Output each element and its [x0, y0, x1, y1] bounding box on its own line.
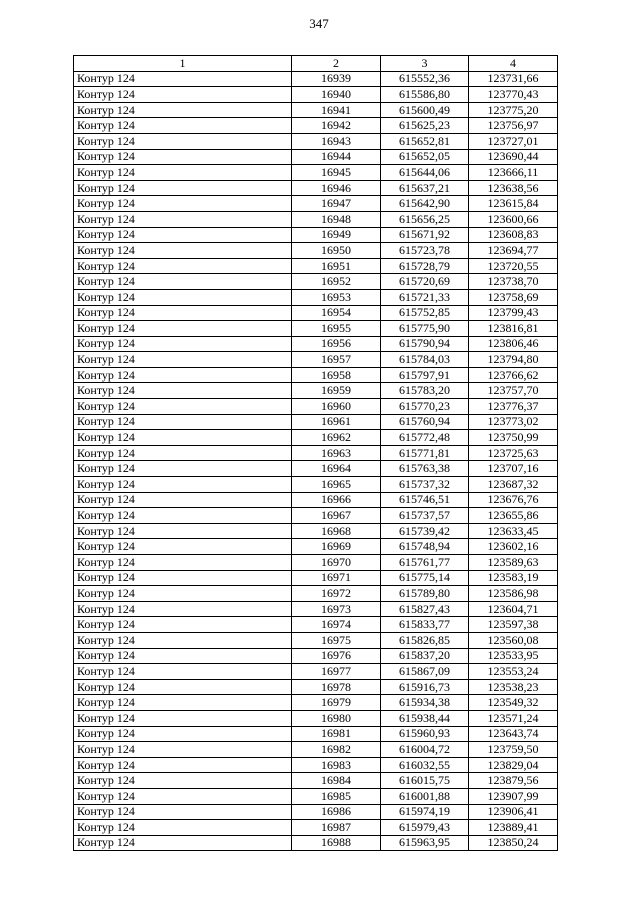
column-header-2: 2 [292, 56, 381, 72]
x-coordinate-cell: 615827,43 [381, 601, 469, 617]
y-coordinate-cell: 123773,02 [469, 414, 558, 430]
contour-name-cell: Контур 124 [74, 165, 292, 181]
table-row [74, 477, 558, 493]
table-row [74, 773, 558, 789]
contour-name-cell: Контур 124 [74, 742, 292, 758]
x-coordinate-cell: 615979,43 [381, 820, 469, 836]
y-coordinate-cell: 123806,46 [469, 336, 558, 352]
contour-name-cell: Контур 124 [74, 211, 292, 227]
y-coordinate-cell: 123776,37 [469, 399, 558, 415]
point-number-cell: 16948 [292, 211, 381, 227]
table-row [74, 383, 558, 399]
point-number-cell: 16967 [292, 508, 381, 524]
table-row [74, 367, 558, 383]
table-row [74, 414, 558, 430]
contour-name-cell: Контур 124 [74, 243, 292, 259]
x-coordinate-cell: 615737,32 [381, 477, 469, 493]
y-coordinate-cell: 123738,70 [469, 274, 558, 290]
x-coordinate-cell: 615934,38 [381, 695, 469, 711]
x-coordinate-cell: 615652,05 [381, 149, 469, 165]
table-row [74, 445, 558, 461]
x-coordinate-cell: 615789,80 [381, 586, 469, 602]
point-number-cell: 16949 [292, 227, 381, 243]
point-number-cell: 16956 [292, 336, 381, 352]
x-coordinate-cell: 615586,80 [381, 87, 469, 103]
y-coordinate-cell: 123879,56 [469, 773, 558, 789]
point-number-cell: 16980 [292, 710, 381, 726]
table-row [74, 321, 558, 337]
y-coordinate-cell: 123707,16 [469, 461, 558, 477]
point-number-cell: 16968 [292, 523, 381, 539]
contour-name-cell: Контур 124 [74, 430, 292, 446]
x-coordinate-cell: 615772,48 [381, 430, 469, 446]
page-number: 347 [309, 16, 329, 31]
contour-name-cell: Контур 124 [74, 664, 292, 680]
contour-name-cell: Контур 124 [74, 632, 292, 648]
point-number-cell: 16965 [292, 477, 381, 493]
x-coordinate-cell: 615770,23 [381, 399, 469, 415]
y-coordinate-cell: 123560,08 [469, 632, 558, 648]
contour-name-cell: Контур 124 [74, 726, 292, 742]
contour-name-cell: Контур 124 [74, 289, 292, 305]
point-number-cell: 16952 [292, 274, 381, 290]
y-coordinate-cell: 123889,41 [469, 820, 558, 836]
x-coordinate-cell: 615671,92 [381, 227, 469, 243]
table-row [74, 726, 558, 742]
table-row [74, 820, 558, 836]
table-row [74, 539, 558, 555]
point-number-cell: 16987 [292, 820, 381, 836]
y-coordinate-cell: 123794,80 [469, 352, 558, 368]
point-number-cell: 16977 [292, 664, 381, 680]
contour-name-cell: Контур 124 [74, 835, 292, 851]
point-number-cell: 16940 [292, 87, 381, 103]
y-coordinate-cell: 123756,97 [469, 118, 558, 134]
y-coordinate-cell: 123757,70 [469, 383, 558, 399]
contour-name-cell: Контур 124 [74, 508, 292, 524]
table-row [74, 352, 558, 368]
y-coordinate-cell: 123766,62 [469, 367, 558, 383]
y-coordinate-cell: 123907,99 [469, 788, 558, 804]
contour-name-cell: Контур 124 [74, 383, 292, 399]
contour-name-cell: Контур 124 [74, 352, 292, 368]
x-coordinate-cell: 615783,20 [381, 383, 469, 399]
x-coordinate-cell: 615746,51 [381, 492, 469, 508]
table-row [74, 289, 558, 305]
y-coordinate-cell: 123571,24 [469, 710, 558, 726]
y-coordinate-cell: 123816,81 [469, 321, 558, 337]
y-coordinate-cell: 123608,83 [469, 227, 558, 243]
x-coordinate-cell: 615723,78 [381, 243, 469, 259]
x-coordinate-cell: 615775,14 [381, 570, 469, 586]
point-number-cell: 16986 [292, 804, 381, 820]
y-coordinate-cell: 123583,19 [469, 570, 558, 586]
x-coordinate-cell: 615642,90 [381, 196, 469, 212]
point-number-cell: 16966 [292, 492, 381, 508]
contour-name-cell: Контур 124 [74, 820, 292, 836]
y-coordinate-cell: 123602,16 [469, 539, 558, 555]
y-coordinate-cell: 123770,43 [469, 87, 558, 103]
x-coordinate-cell: 615748,94 [381, 539, 469, 555]
y-coordinate-cell: 123731,66 [469, 71, 558, 87]
table-row [74, 835, 558, 851]
point-number-cell: 16982 [292, 742, 381, 758]
contour-name-cell: Контур 124 [74, 586, 292, 602]
contour-name-cell: Контур 124 [74, 227, 292, 243]
table-row [74, 757, 558, 773]
x-coordinate-cell: 615656,25 [381, 211, 469, 227]
contour-name-cell: Контур 124 [74, 399, 292, 415]
y-coordinate-cell: 123553,24 [469, 664, 558, 680]
table-row [74, 227, 558, 243]
point-number-cell: 16970 [292, 555, 381, 571]
table-row [74, 679, 558, 695]
x-coordinate-cell: 615644,06 [381, 165, 469, 181]
table-row [74, 196, 558, 212]
y-coordinate-cell: 123676,76 [469, 492, 558, 508]
table-row [74, 461, 558, 477]
y-coordinate-cell: 123604,71 [469, 601, 558, 617]
point-number-cell: 16957 [292, 352, 381, 368]
contour-name-cell: Контур 124 [74, 523, 292, 539]
contour-name-cell: Контур 124 [74, 477, 292, 493]
point-number-cell: 16960 [292, 399, 381, 415]
point-number-cell: 16944 [292, 149, 381, 165]
x-coordinate-cell: 616015,75 [381, 773, 469, 789]
x-coordinate-cell: 616004,72 [381, 742, 469, 758]
contour-name-cell: Контур 124 [74, 196, 292, 212]
contour-name-cell: Контур 124 [74, 258, 292, 274]
point-number-cell: 16978 [292, 679, 381, 695]
table-row [74, 601, 558, 617]
x-coordinate-cell: 615797,91 [381, 367, 469, 383]
x-coordinate-cell: 615963,95 [381, 835, 469, 851]
x-coordinate-cell: 616001,88 [381, 788, 469, 804]
table-row [74, 555, 558, 571]
point-number-cell: 16988 [292, 835, 381, 851]
x-coordinate-cell: 615728,79 [381, 258, 469, 274]
coordinates-table [73, 55, 558, 851]
contour-name-cell: Контур 124 [74, 336, 292, 352]
point-number-cell: 16946 [292, 180, 381, 196]
contour-name-cell: Контур 124 [74, 367, 292, 383]
x-coordinate-cell: 615784,03 [381, 352, 469, 368]
x-coordinate-cell: 615739,42 [381, 523, 469, 539]
point-number-cell: 16962 [292, 430, 381, 446]
table-row [74, 617, 558, 633]
x-coordinate-cell: 615552,36 [381, 71, 469, 87]
y-coordinate-cell: 123799,43 [469, 305, 558, 321]
table-row [74, 664, 558, 680]
point-number-cell: 16963 [292, 445, 381, 461]
point-number-cell: 16941 [292, 102, 381, 118]
contour-name-cell: Контур 124 [74, 414, 292, 430]
point-number-cell: 16953 [292, 289, 381, 305]
table-header-row [74, 56, 558, 72]
contour-name-cell: Контур 124 [74, 180, 292, 196]
table-row [74, 149, 558, 165]
contour-name-cell: Контур 124 [74, 539, 292, 555]
table-row [74, 492, 558, 508]
x-coordinate-cell: 615721,33 [381, 289, 469, 305]
y-coordinate-cell: 123597,38 [469, 617, 558, 633]
table-row [74, 165, 558, 181]
x-coordinate-cell: 615771,81 [381, 445, 469, 461]
x-coordinate-cell: 615974,19 [381, 804, 469, 820]
x-coordinate-cell: 615837,20 [381, 648, 469, 664]
table-row [74, 632, 558, 648]
table-row [74, 648, 558, 664]
x-coordinate-cell: 615775,90 [381, 321, 469, 337]
point-number-cell: 16981 [292, 726, 381, 742]
point-number-cell: 16964 [292, 461, 381, 477]
contour-name-cell: Контур 124 [74, 321, 292, 337]
x-coordinate-cell: 615600,49 [381, 102, 469, 118]
table-row [74, 804, 558, 820]
table-row [74, 399, 558, 415]
point-number-cell: 16975 [292, 632, 381, 648]
table-row [74, 243, 558, 259]
point-number-cell: 16972 [292, 586, 381, 602]
y-coordinate-cell: 123758,69 [469, 289, 558, 305]
y-coordinate-cell: 123615,84 [469, 196, 558, 212]
y-coordinate-cell: 123829,04 [469, 757, 558, 773]
x-coordinate-cell: 615761,77 [381, 555, 469, 571]
point-number-cell: 16983 [292, 757, 381, 773]
table-row [74, 586, 558, 602]
point-number-cell: 16951 [292, 258, 381, 274]
contour-name-cell: Контур 124 [74, 133, 292, 149]
point-number-cell: 16955 [292, 321, 381, 337]
y-coordinate-cell: 123750,99 [469, 430, 558, 446]
point-number-cell: 16947 [292, 196, 381, 212]
table-row [74, 87, 558, 103]
table-row [74, 508, 558, 524]
x-coordinate-cell: 615867,09 [381, 664, 469, 680]
contour-name-cell: Контур 124 [74, 648, 292, 664]
y-coordinate-cell: 123633,45 [469, 523, 558, 539]
table-row [74, 102, 558, 118]
point-number-cell: 16976 [292, 648, 381, 664]
column-header-3: 3 [381, 56, 469, 72]
table-row [74, 788, 558, 804]
table-row [74, 742, 558, 758]
x-coordinate-cell: 615790,94 [381, 336, 469, 352]
point-number-cell: 16954 [292, 305, 381, 321]
contour-name-cell: Контур 124 [74, 492, 292, 508]
point-number-cell: 16958 [292, 367, 381, 383]
contour-name-cell: Контур 124 [74, 118, 292, 134]
point-number-cell: 16979 [292, 695, 381, 711]
x-coordinate-cell: 615760,94 [381, 414, 469, 430]
point-number-cell: 16959 [292, 383, 381, 399]
contour-name-cell: Контур 124 [74, 461, 292, 477]
point-number-cell: 16961 [292, 414, 381, 430]
contour-name-cell: Контур 124 [74, 601, 292, 617]
x-coordinate-cell: 615720,69 [381, 274, 469, 290]
contour-name-cell: Контур 124 [74, 788, 292, 804]
contour-name-cell: Контур 124 [74, 305, 292, 321]
contour-name-cell: Контур 124 [74, 773, 292, 789]
point-number-cell: 16973 [292, 601, 381, 617]
point-number-cell: 16984 [292, 773, 381, 789]
contour-name-cell: Контур 124 [74, 102, 292, 118]
y-coordinate-cell: 123638,56 [469, 180, 558, 196]
y-coordinate-cell: 123589,63 [469, 555, 558, 571]
contour-name-cell: Контур 124 [74, 87, 292, 103]
table-row [74, 570, 558, 586]
x-coordinate-cell: 615737,57 [381, 508, 469, 524]
y-coordinate-cell: 123586,98 [469, 586, 558, 602]
table-row [74, 133, 558, 149]
point-number-cell: 16974 [292, 617, 381, 633]
point-number-cell: 16969 [292, 539, 381, 555]
table-row [74, 274, 558, 290]
x-coordinate-cell: 615637,21 [381, 180, 469, 196]
y-coordinate-cell: 123600,66 [469, 211, 558, 227]
x-coordinate-cell: 615960,93 [381, 726, 469, 742]
y-coordinate-cell: 123906,41 [469, 804, 558, 820]
contour-name-cell: Контур 124 [74, 695, 292, 711]
x-coordinate-cell: 615763,38 [381, 461, 469, 477]
table-row [74, 710, 558, 726]
x-coordinate-cell: 615652,81 [381, 133, 469, 149]
point-number-cell: 16985 [292, 788, 381, 804]
x-coordinate-cell: 615752,85 [381, 305, 469, 321]
contour-name-cell: Контур 124 [74, 570, 292, 586]
table-row [74, 118, 558, 134]
y-coordinate-cell: 123720,55 [469, 258, 558, 274]
table-row [74, 695, 558, 711]
x-coordinate-cell: 615625,23 [381, 118, 469, 134]
y-coordinate-cell: 123538,23 [469, 679, 558, 695]
x-coordinate-cell: 616032,55 [381, 757, 469, 773]
contour-name-cell: Контур 124 [74, 149, 292, 165]
y-coordinate-cell: 123549,32 [469, 695, 558, 711]
y-coordinate-cell: 123666,11 [469, 165, 558, 181]
point-number-cell: 16971 [292, 570, 381, 586]
table-row [74, 336, 558, 352]
y-coordinate-cell: 123694,77 [469, 243, 558, 259]
contour-name-cell: Контур 124 [74, 710, 292, 726]
x-coordinate-cell: 615826,85 [381, 632, 469, 648]
y-coordinate-cell: 123533,95 [469, 648, 558, 664]
x-coordinate-cell: 615938,44 [381, 710, 469, 726]
table-row [74, 258, 558, 274]
x-coordinate-cell: 615916,73 [381, 679, 469, 695]
column-header-4: 4 [469, 56, 558, 72]
y-coordinate-cell: 123725,63 [469, 445, 558, 461]
y-coordinate-cell: 123850,24 [469, 835, 558, 851]
table-row [74, 523, 558, 539]
contour-name-cell: Контур 124 [74, 71, 292, 87]
y-coordinate-cell: 123643,74 [469, 726, 558, 742]
point-number-cell: 16943 [292, 133, 381, 149]
y-coordinate-cell: 123690,44 [469, 149, 558, 165]
contour-name-cell: Контур 124 [74, 757, 292, 773]
table-row [74, 211, 558, 227]
table-row [74, 180, 558, 196]
contour-name-cell: Контур 124 [74, 445, 292, 461]
contour-name-cell: Контур 124 [74, 679, 292, 695]
y-coordinate-cell: 123775,20 [469, 102, 558, 118]
y-coordinate-cell: 123687,32 [469, 477, 558, 493]
table-row [74, 305, 558, 321]
point-number-cell: 16945 [292, 165, 381, 181]
table-body [74, 71, 558, 851]
point-number-cell: 16942 [292, 118, 381, 134]
contour-name-cell: Контур 124 [74, 274, 292, 290]
contour-name-cell: Контур 124 [74, 617, 292, 633]
column-header-1: 1 [74, 56, 292, 72]
contour-name-cell: Контур 124 [74, 555, 292, 571]
contour-name-cell: Контур 124 [74, 804, 292, 820]
x-coordinate-cell: 615833,77 [381, 617, 469, 633]
y-coordinate-cell: 123655,86 [469, 508, 558, 524]
y-coordinate-cell: 123727,01 [469, 133, 558, 149]
y-coordinate-cell: 123759,50 [469, 742, 558, 758]
point-number-cell: 16939 [292, 71, 381, 87]
point-number-cell: 16950 [292, 243, 381, 259]
table-row [74, 71, 558, 87]
table-row [74, 430, 558, 446]
